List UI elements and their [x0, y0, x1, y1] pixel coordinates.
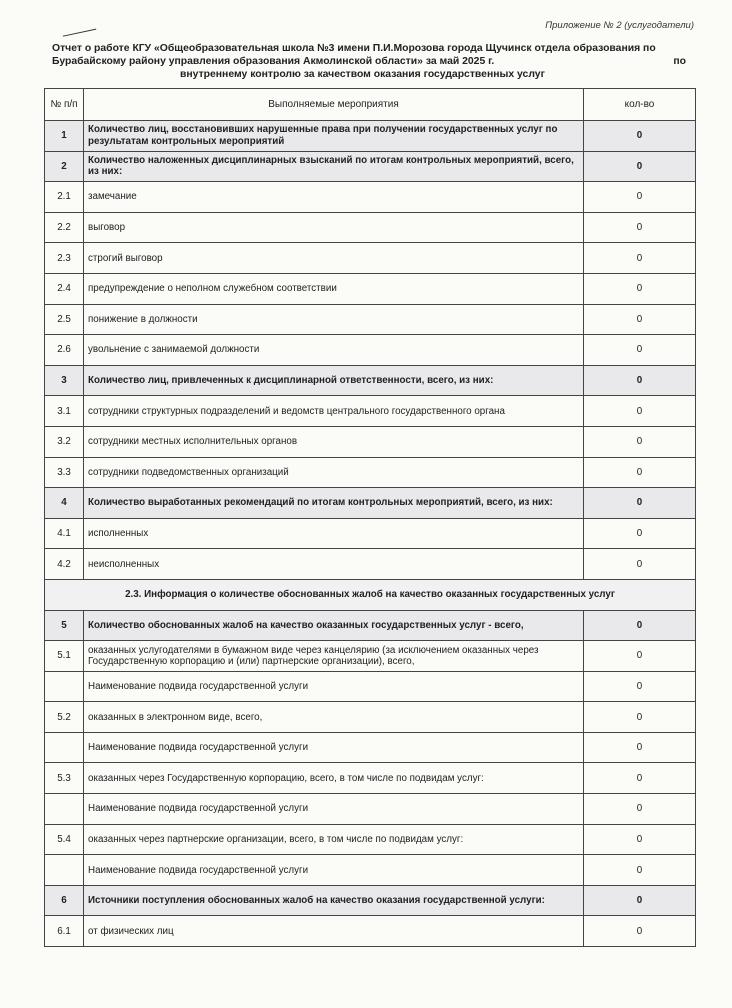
row-activity: сотрудники структурных подразделений и ведомств центрального государственного органа — [84, 396, 584, 427]
row-activity: Количество лиц, привлеченных к дисциплинарной ответственности, всего, из них: — [84, 365, 584, 396]
table-row — [45, 702, 696, 733]
table-row — [45, 610, 696, 641]
row-activity: оказанных услугодателями в бумажном виде через канцелярию (за исключением оказанных через Государственную корпорацию и (или) партнерские организации), всего, — [84, 641, 584, 672]
row-quantity: 0 — [584, 671, 696, 702]
row-activity: сотрудники местных исполнительных органов — [84, 426, 584, 457]
row-quantity: 0 — [584, 243, 696, 274]
row-quantity: 0 — [584, 121, 696, 152]
row-number: 4.2 — [45, 549, 84, 580]
heading-line-3: внутреннему контролю за качеством оказания государственных услуг — [180, 69, 545, 80]
row-activity: Наименование подвида государственной услуги — [84, 794, 584, 825]
heading-line-1: Отчет о работе КГУ «Общеобразовательная школа №3 имени П.И.Морозова города Щучинск отдела образования по — [52, 43, 656, 54]
row-quantity: 0 — [584, 855, 696, 886]
table-row — [45, 488, 696, 519]
row-activity: замечание — [84, 182, 584, 213]
header-num: № п/п — [45, 89, 84, 121]
table-row — [45, 824, 696, 855]
row-quantity: 0 — [584, 396, 696, 427]
row-number: 2.6 — [45, 335, 84, 366]
row-number: 6.1 — [45, 916, 84, 947]
report-heading — [52, 42, 692, 81]
row-quantity: 0 — [584, 763, 696, 794]
header-qty: кол-во — [584, 89, 696, 121]
table-row — [45, 182, 696, 213]
row-activity: предупреждение о неполном служебном соответствии — [84, 273, 584, 304]
row-activity: Количество лиц, восстановивших нарушенные права при получении государственных услуг по результатам контрольных мероприятий — [84, 121, 584, 152]
row-activity: Количество выработанных рекомендаций по итогам контрольных мероприятий, всего, из них: — [84, 488, 584, 519]
row-quantity: 0 — [584, 549, 696, 580]
row-activity: неисполненных — [84, 549, 584, 580]
heading-line-2-tail: по — [673, 56, 686, 67]
row-quantity: 0 — [584, 457, 696, 488]
row-number: 5.2 — [45, 702, 84, 733]
row-quantity: 0 — [584, 641, 696, 672]
table-row — [45, 396, 696, 427]
section-heading-row — [45, 579, 696, 610]
row-number: 2.3 — [45, 243, 84, 274]
section-heading: 2.3. Информация о количестве обоснованных жалоб на качество оказанных государственных услуг — [45, 579, 696, 610]
row-number: 6 — [45, 885, 84, 916]
row-activity: выговор — [84, 212, 584, 243]
report-table — [44, 88, 696, 947]
row-quantity: 0 — [584, 885, 696, 916]
row-quantity: 0 — [584, 916, 696, 947]
table-row — [45, 518, 696, 549]
row-activity: Источники поступления обоснованных жалоб на качество оказания государственной услуги: — [84, 885, 584, 916]
table-row — [45, 335, 696, 366]
row-quantity: 0 — [584, 794, 696, 825]
table-row — [45, 273, 696, 304]
row-quantity: 0 — [584, 732, 696, 763]
table-row — [45, 151, 696, 182]
row-number — [45, 671, 84, 702]
table-row — [45, 916, 696, 947]
table-row — [45, 243, 696, 274]
row-number: 2.5 — [45, 304, 84, 335]
table-row — [45, 794, 696, 825]
row-activity: оказанных через партнерские организации, всего, в том числе по подвидам услуг: — [84, 824, 584, 855]
table-row — [45, 121, 696, 152]
row-number: 2.4 — [45, 273, 84, 304]
table-row — [45, 641, 696, 672]
row-number: 2.1 — [45, 182, 84, 213]
row-number: 5.1 — [45, 641, 84, 672]
row-quantity: 0 — [584, 151, 696, 182]
row-quantity: 0 — [584, 365, 696, 396]
row-quantity: 0 — [584, 273, 696, 304]
row-activity: Количество наложенных дисциплинарных взысканий по итогам контрольных мероприятий, всего, из них: — [84, 151, 584, 182]
row-activity: увольнение с занимаемой должности — [84, 335, 584, 366]
table-row — [45, 763, 696, 794]
row-number: 1 — [45, 121, 84, 152]
row-number: 2 — [45, 151, 84, 182]
row-number: 3.1 — [45, 396, 84, 427]
header-activity: Выполняемые мероприятия — [84, 89, 584, 121]
row-quantity: 0 — [584, 335, 696, 366]
table-row — [45, 732, 696, 763]
table-body — [45, 121, 696, 947]
row-number: 3 — [45, 365, 84, 396]
table-row — [45, 365, 696, 396]
row-activity: понижение в должности — [84, 304, 584, 335]
table-row — [45, 426, 696, 457]
row-number: 5 — [45, 610, 84, 641]
table-row — [45, 671, 696, 702]
row-number — [45, 794, 84, 825]
table-header-row — [45, 89, 696, 121]
row-number: 4.1 — [45, 518, 84, 549]
row-activity: от физических лиц — [84, 916, 584, 947]
row-number: 2.2 — [45, 212, 84, 243]
row-quantity: 0 — [584, 702, 696, 733]
row-quantity: 0 — [584, 212, 696, 243]
row-number: 3.2 — [45, 426, 84, 457]
table-row — [45, 549, 696, 580]
row-number: 5.3 — [45, 763, 84, 794]
row-quantity: 0 — [584, 824, 696, 855]
row-number — [45, 732, 84, 763]
table-row — [45, 855, 696, 886]
table-row — [45, 212, 696, 243]
row-quantity: 0 — [584, 488, 696, 519]
row-number — [45, 855, 84, 886]
row-quantity: 0 — [584, 182, 696, 213]
row-activity: Количество обоснованных жалоб на качество оказанных государственных услуг - всего, — [84, 610, 584, 641]
heading-line-2: Бурабайскому району управления образования Акмолинской области» за май 2025 г. — [52, 56, 495, 67]
row-quantity: 0 — [584, 518, 696, 549]
table-row — [45, 457, 696, 488]
table-row — [45, 304, 696, 335]
row-number: 3.3 — [45, 457, 84, 488]
row-activity: Наименование подвида государственной услуги — [84, 671, 584, 702]
row-activity: Наименование подвида государственной услуги — [84, 855, 584, 886]
row-activity: оказанных в электронном виде, всего, — [84, 702, 584, 733]
annex-label: Приложение № 2 (услугодатели) — [545, 20, 694, 31]
row-activity: Наименование подвида государственной услуги — [84, 732, 584, 763]
row-activity: оказанных через Государственную корпорацию, всего, в том числе по подвидам услуг: — [84, 763, 584, 794]
row-activity: исполненных — [84, 518, 584, 549]
row-quantity: 0 — [584, 426, 696, 457]
row-activity: строгий выговор — [84, 243, 584, 274]
row-number: 5.4 — [45, 824, 84, 855]
row-number: 4 — [45, 488, 84, 519]
row-activity: сотрудники подведомственных организаций — [84, 457, 584, 488]
table-row — [45, 885, 696, 916]
row-quantity: 0 — [584, 610, 696, 641]
row-quantity: 0 — [584, 304, 696, 335]
